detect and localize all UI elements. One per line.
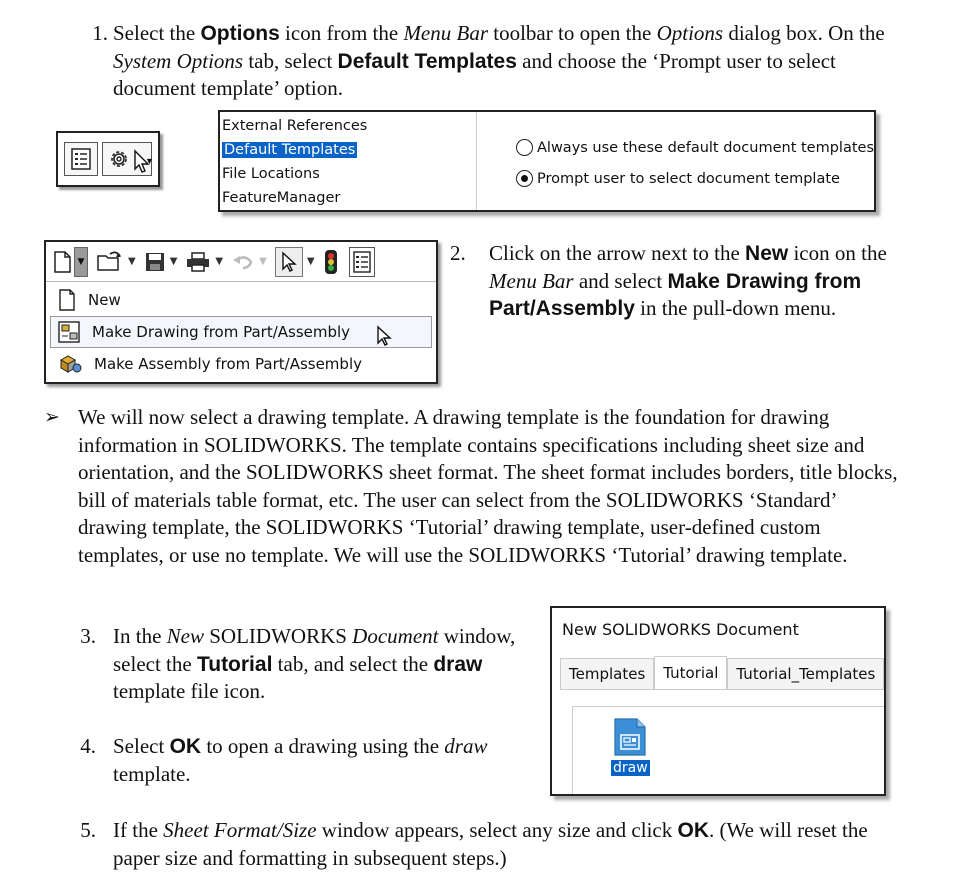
category-default-templates[interactable]: Default Templates — [224, 142, 356, 158]
new-document-icon — [58, 289, 76, 311]
chevron-down-icon: ▼ — [77, 256, 85, 267]
print-button[interactable] — [185, 251, 211, 273]
menu-item-make-assembly[interactable]: Make Assembly from Part/Assembly — [46, 348, 436, 380]
step-2-text: Click on the arrow next to the New icon on the Menu Bar and select Make Drawing from Part/Assembly in the pull-down menu. — [489, 241, 887, 320]
ok-term: OK — [169, 735, 202, 758]
options-button[interactable] — [102, 142, 152, 176]
select-dropdown-icon[interactable]: ▼ — [306, 256, 315, 267]
template-tabs — [560, 656, 884, 690]
step-1-number: 1. — [92, 21, 108, 45]
open-dropdown-icon[interactable]: ▼ — [128, 256, 136, 267]
options-category-list — [220, 114, 476, 210]
open-button[interactable] — [96, 250, 124, 274]
window-title: New SOLIDWORKS Document — [562, 620, 799, 639]
new-dropdown-figure — [44, 240, 438, 384]
tab-underline — [560, 689, 886, 690]
category-featuremanager[interactable]: FeatureManager — [222, 190, 341, 206]
select-button[interactable] — [275, 247, 303, 277]
radio-always-default[interactable]: Always use these default document templates — [516, 139, 874, 156]
new-document-window — [550, 606, 886, 796]
save-button[interactable] — [144, 251, 166, 273]
step-3-text: In the New SOLIDWORKS Document window, select the Tutorial tab, and select the draw template file icon. — [113, 624, 516, 703]
dialog-divider — [476, 112, 477, 210]
traffic-light-icon — [323, 249, 339, 275]
bullet-arrow-icon: ➢ — [44, 407, 60, 428]
new-document-icon — [52, 250, 72, 274]
properties-button[interactable] — [64, 142, 98, 176]
save-dropdown-icon[interactable]: ▼ — [169, 256, 178, 267]
category-external-references[interactable]: External References — [222, 118, 368, 134]
draw-file-label: draw — [613, 760, 648, 776]
radio-unchecked-icon — [516, 139, 533, 156]
step-2-number: 2. — [450, 241, 466, 265]
options-term: Options — [200, 22, 280, 45]
options-dropdown-arrow-icon: ▼ — [145, 156, 154, 166]
step-3-number: 3. — [80, 624, 96, 648]
list-icon — [352, 251, 372, 273]
category-file-locations[interactable]: File Locations — [222, 166, 320, 182]
radio-prompt-user[interactable]: Prompt user to select document template — [516, 170, 840, 187]
step-4-number: 4. — [80, 734, 96, 758]
make-drawing-term: Make Drawing from Part/Assembly — [489, 269, 862, 320]
default-templates-term: Default Templates — [337, 49, 517, 73]
make-assembly-icon — [58, 353, 82, 375]
step-4-text: Select OK to open a drawing using the draw template. — [113, 734, 488, 786]
tutorial-term: Tutorial — [196, 652, 273, 676]
draw-template-file[interactable] — [611, 717, 650, 776]
new-term: New — [745, 242, 789, 265]
menu-item-make-drawing[interactable]: Make Drawing from Part/Assembly — [50, 316, 432, 348]
options-toolbar-figure — [56, 131, 160, 187]
make-drawing-icon — [58, 321, 80, 343]
template-file-pane — [572, 706, 886, 796]
open-folder-icon — [96, 250, 124, 274]
tab-tutorial[interactable]: Tutorial — [654, 656, 727, 690]
menu-bar-toolbar — [46, 242, 436, 282]
save-disk-icon — [144, 251, 166, 273]
new-button[interactable] — [52, 250, 72, 274]
step-1-text: Select the Options icon from the Menu Bar toolbar to open the Options dialog box. On the System Options tab, select Default Templates and choose the ‘Prompt user to select document template’ option. — [113, 21, 885, 100]
undo-dropdown-icon[interactable]: ▼ — [259, 256, 267, 267]
select-arrow-icon — [281, 251, 297, 273]
tab-tutorial-templates[interactable]: Tutorial_Templates — [727, 658, 884, 690]
undo-button[interactable] — [231, 252, 255, 272]
radio-checked-icon — [516, 170, 533, 187]
step-5-text: If the Sheet Format/Size window appears, select any size and click OK. (We will reset the paper size and formatting in subsequent steps.) — [113, 818, 868, 870]
draw-term: draw — [433, 652, 483, 676]
gear-icon — [107, 146, 133, 172]
cursor-arrow-icon — [376, 325, 392, 347]
properties-toolbar-button[interactable] — [349, 247, 375, 277]
print-dropdown-icon[interactable]: ▼ — [215, 256, 224, 267]
new-dropdown-arrow[interactable] — [74, 247, 88, 277]
list-icon — [69, 147, 93, 171]
bullet-paragraph: We will now select a drawing template. A drawing template is the foundation for drawing information in SOLIDWORKS. The template contains specifications including sheet size and orientation, and the SOLIDWORKS sheet format. The sheet format includes borders, title blocks, bill of materials table format, etc. The user can select from the SOLIDWORKS ‘Standard’ drawing template, the SOLIDWORKS ‘Tutorial’ drawing template, user-defined custom templates, or use no template. We will use the SOLIDWORKS ‘Tutorial’ drawing template. — [78, 405, 898, 567]
rebuild-button[interactable] — [323, 249, 339, 275]
tab-templates[interactable]: Templates — [560, 658, 654, 690]
menu-item-new[interactable]: New — [46, 284, 436, 316]
undo-icon — [231, 252, 255, 272]
ok-term-step5: OK — [677, 819, 709, 842]
printer-icon — [185, 251, 211, 273]
options-dialog-excerpt — [218, 110, 876, 212]
drawing-file-icon — [613, 717, 647, 757]
step-5-number: 5. — [80, 818, 96, 842]
